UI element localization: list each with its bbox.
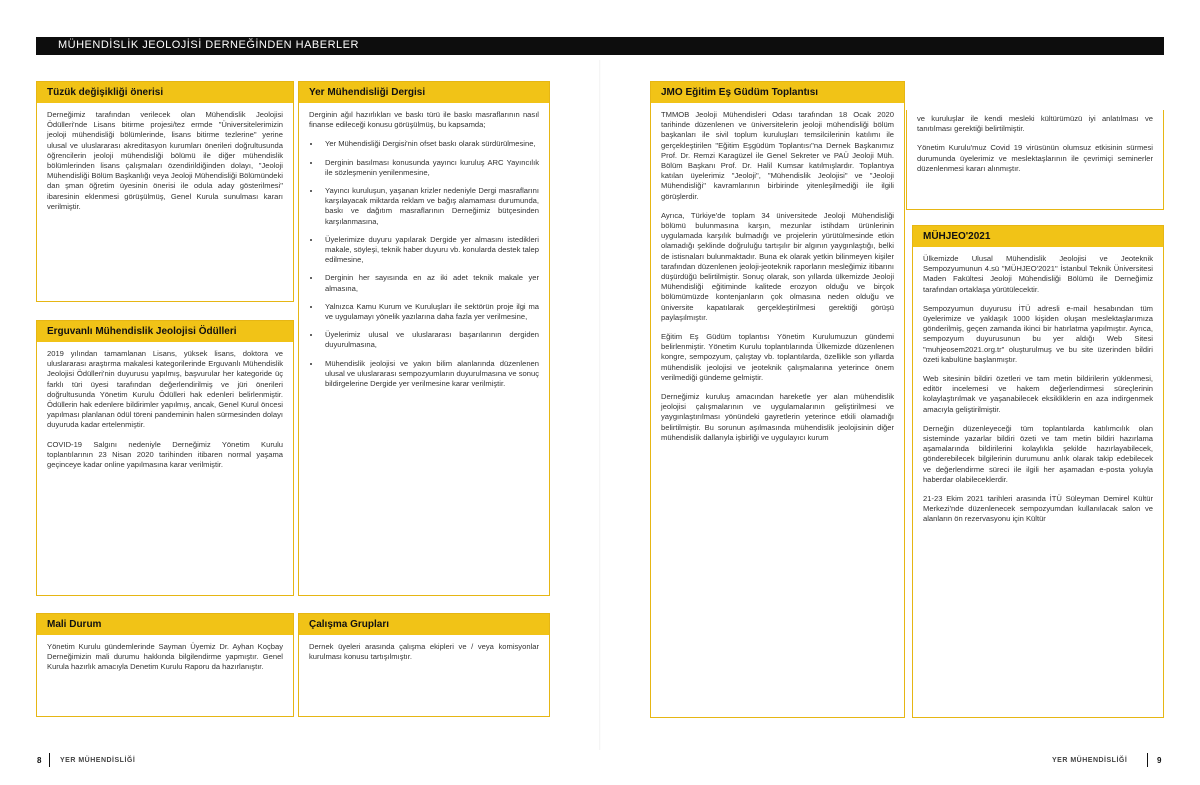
section-header-title: MÜHENDİSLİK JEOLOJİSİ DERNEĞİNDEN HABERLER (58, 39, 359, 51)
box-erguvanli-paragraph: COVID-19 Salgını nedeniyle Derneğimiz Yönetim Kurulu toplantılarının 23 Nisan 2020 tarihinden itibaren normal yaşama geçinceye kadar online yapılmasına karar verilmiştir. (47, 439, 283, 470)
box-mali-paragraph: Yönetim Kurulu gündemlerinde Sayman Üyemiz Dr. Ayhan Koçbay Derneğimizin mali durumu hakkında bilgilendirme yapmıştır. Genel Kurula hazırlık amacıyla Denetim Kurulu Raporu da hazırlanıştır. (47, 642, 283, 672)
right-footer-title: YER MÜHENDİSLİĞİ (1052, 757, 1128, 764)
box-jmo-paragraph: TMMOB Jeoloji Mühendisleri Odası tarafından 18 Ocak 2020 tarihinde düzenlenen ve üniversitelerin jeoloji mühendisliği bölüm başkanları ile sivil toplum kuruluşları temsilcilerinin katılımı ile gerçekleştirilen "Eğitim Eşgüdüm Toplantısı"na Dernek Başkanımız Prof. Dr. Remzi Karagüzel ile Genel Sekreter ve PAÜ Jeoloji Müh. Bölüm Başkanı Prof. Dr. Halil Kumsar katılmışlardır. Toplantıya katılan üyelerimiz "Jeoloji", "Mühendislik Jeolojisi" ve "Jeoloji Mühendisliği" kavramlarının birbirinde yitenleşilmediği ile ilgili görüşlerdir. (661, 110, 894, 201)
list-item: • Yer Mühendisliği Dergisi'nin ofset baskı olarak sürdürülmesine, (321, 139, 539, 149)
box-jmo (650, 81, 905, 718)
box-dergi (298, 81, 550, 596)
box-dergi-list (309, 139, 539, 389)
list-item: • Derginin basılması konusunda yayıncı kuruluş ARC Yayıncılık ile sözleşmenin yenilenmesine, (321, 158, 539, 178)
box-dergi-title: Yer Mühendisliği Dergisi (299, 82, 549, 103)
box-jmo-paragraph: Eğitim Eş Güdüm toplantısı Yönetim Kurulumuzun gündemi belirlenmiştir. Yönetim Kurulu toplantılarında Ülkemizde düzenlenen kongre, sempozyum, çalıştay vb. toplantılarda, özellikle son yıllarda mühendislik jeolojisi ve jeoteknik çalışmalarına yeterince önem verilmediği gündeme gelmiştir. (661, 332, 894, 382)
box-muhjeo-title: MÜHJEO'2021 (913, 226, 1163, 247)
list-item: • Derginin her sayısında en az iki adet teknik makale yer almasına, (321, 273, 539, 293)
left-footer-title: YER MÜHENDİSLİĞİ (60, 757, 136, 764)
footer-separator (1147, 753, 1148, 767)
box-calisma (298, 613, 550, 717)
box-dergi-intro: Derginin ağıl hazırlıkları ve baskı türü ile baskı masraflarının nasıl finanse edileceği konusu görüşülmüş, bu kapsamda; (309, 110, 539, 130)
box-tuzuk-title: Tüzük değişikliği önerisi (37, 82, 293, 103)
box-jmo-continued-paragraph: Yönetim Kurulu'muz Covid 19 virüsünün olumsuz etkisinin sürmesi durumunda üyelerimiz ve meslektaşlarının ile çevrimiçi seminerler düzenlenmesi kararı alınmıştır. (917, 143, 1153, 173)
box-mali (36, 613, 294, 717)
box-jmo-continued-paragraph: ve kuruluşlar ile kendi mesleki kültürümüzü iyi anlatılması ve tanıtılması gerektiği belirtilmiştir. (917, 114, 1153, 134)
list-item: • Mühendislik jeolojisi ve yakın bilim alanlarında düzenlenen ulusal ve uluslararası sempozyumların duyurulmasına ve sonuç bildirgelerine Dergide yer verilmesine karar verilmiştir. (321, 359, 539, 390)
box-tuzuk-paragraph: Derneğimiz tarafından verilecek olan Mühendislik Jeolojisi Ödülleri'nde Lisans bitirme projesi/tez ermde "Üniversitelerimizin jeoloji mühendisliği bölümlerinde, lisans bitirme tezlerine" yerine ulusal ve uluslararası akreditasyon kurumları önerileri doğrultusunda öğrencilerin jeoloji mühendisliği bölümü ile diğer mühendislik bölümlerinden lisans çalışmaları özendirildiğinden dolayı, "Jeoloji Mühendisliği Bölüm Başkanlığı veya Jeoloji Mühendisliği Bölümündeki dan şman öğretim üyesinin önerisi ile odula aday gösterilmesi" ibaresinin eklenmesi görüşülmüş, Genel Kurula sunulması kararı verilmiştir. (47, 110, 283, 211)
list-item: • Üyelerimize duyuru yapılarak Dergide yer almasını istedikleri makale, söyleşi, teknik haber duyuru vb. konularda destek talep edilmesine, (321, 235, 539, 266)
box-muhjeo-paragraph: Ülkemizde Ulusal Mühendislik Jeolojisi ve Jeoteknik Sempozyumunun 4.sü "MÜHJEO'2021" İstanbul Teknik Üniversitesi Maden Fakültesi Jeoloji Mühendisliği Bölümü ile Derneğimiz tarafından ortaklaşa yürütülecektir. (923, 254, 1153, 294)
box-muhjeo-paragraph: Web sitesinin bildiri özetleri ve tam metin bildirilerin yüklenmesi, editör incelemesi ve hakem değerlendirmesi süreçlerinin kolaylaştırılmak ve yaşanabilecek eksikliklerin en aza indirgenmek amacıyla geliştirilmiştir. (923, 374, 1153, 414)
section-header-bar (36, 37, 1164, 55)
left-page-number: 8 (37, 756, 42, 765)
right-page-number: 9 (1157, 756, 1162, 765)
list-item: • Yayıncı kuruluşun, yaşanan krizler nedeniyle Dergi masraflarını karşılayacak miktarda reklam ve bağış alamaması durumunda, baskı ve dağıtım masraflarının Derneğimiz bütçesinden karşılanmasına, (321, 186, 539, 227)
box-erguvanli (36, 320, 294, 596)
list-item: • Yalnızca Kamu Kurum ve Kuruluşları ile sektörün proje ilgi ma ve uygulamayı yönelik yazılarına daha fazla yer verilmesine, (321, 302, 539, 322)
box-erguvanli-title: Erguvanlı Mühendislik Jeolojisi Ödülleri (37, 321, 293, 342)
list-item: • Üyelerimiz ulusal ve uluslararası başarılarının dergiden duyurulmasına, (321, 330, 539, 350)
box-mali-title: Mali Durum (37, 614, 293, 635)
box-muhjeo-paragraph: Sempozyumun duyurusu İTÜ adresli e-mail hesabından tüm üyelerimize ve yaklaşık 1000 kişiden oluşan meslektaşlarımıza gönderilmiş, geçen zamanda ikinci bir hatırlatma yapılmıştır. Ayrıca, sempozyum duyurusunun bu yer aldığı Web Sitesi "muhjeosem2021.org.tr" oluşturulmuş ve bu site üzerinden bildiri özeti kabulüne başlanmıştır. (923, 303, 1153, 364)
box-jmo-title: JMO Eğitim Eş Güdüm Toplantısı (651, 82, 904, 103)
box-jmo-paragraph: Ayrıca, Türkiye'de toplam 34 üniversitede Jeoloji Mühendisliği bölümü bulunmasına karşın, mezunlar istihdam ürünlerinin uygulamada karşılık bulmadığı ve projelerin yürütülmesinde etkin olamadığı şeklinde doğruluğu tartışılır bir algının yaygınlaştığı, belki de istisnaları bulunmaktadır. Buna ek olarak yetkin bilinmeyen kişiler tarafından düzenlenen jeoloji-jeoteknik raporların mesleğimiz itibarını düşürdüğü belirtilmiştir. Sonuç olarak, son yıllarda ülkemizde Jeoloji Mühendisliği eğitiminde kalitede erozyon olduğu ve birçok bölümümüzde kontenjanların çok olmasına neden olduğu ve üniversite kapatılarak gerçekleştirilmesi gerektiği görüşü paylaşılmıştır. (661, 210, 894, 322)
page-gutter (599, 60, 601, 750)
box-muhjeo (912, 225, 1164, 718)
box-calisma-paragraph: Dernek üyeleri arasında çalışma ekipleri ve / veya komisyonlar kurulması konusu tartışılmıştır. (309, 642, 539, 662)
box-calisma-title: Çalışma Grupları (299, 614, 549, 635)
box-erguvanli-paragraph: 2019 yılından tamamlanan Lisans, yüksek lisans, doktora ve uluslararası araştırma makalesi kategorilerinde Erguvanlı Mühendislik Jeolojisi Ödülleri'nin duyurusu yapılmış, başvurular her kategoride üç farklı türi üyesi tarafından değerlendirilmiş ve jüri önerileri doğrultusunda Yönetim Kurulu Ödülleri hak edenleri belirlenmiştir. Ödüllerin hak edenlere bildirimler yapılmış, ancak, Genel Kurul öncesi yapılması planlanan ödül töreni pandeminin halen sürmesinden dolayı duyuruda kadar ertelenmiştir. (47, 349, 283, 430)
box-muhjeo-paragraph: 21-23 Ekim 2021 tarihleri arasında İTÜ Süleyman Demirel Kültür Merkezi'nde düzenlenecek sempozyumdan kullanılacak salon ve alanların ön rezervasyonu için Kültür (923, 494, 1153, 524)
box-muhjeo-paragraph: Derneğin düzenleyeceği tüm toplantılarda katılımcılık olan sisteminde yazarlar bildiri özeti ve tam metin bildiri hazırlama aşamalarında bildirilerini kolaylıkla şekilde hazırlayabilecek, gönderebilecek bilgilerinin durumunu anlık olarak takip edebilecek ve değerlendirme süreci ile ilgili her aşamadan e-posta yoluyla haberdar olabileceklerdir. (923, 423, 1153, 484)
footer-separator (49, 753, 50, 767)
box-jmo-continued (906, 110, 1164, 210)
box-jmo-paragraph: Derneğimiz kuruluş amacından hareketle yer alan mühendislik jeolojisi çalışmalarının ve uygulamalarının geliştirilmesi ve yaygınlaştırılması yönündeki gayretlerin yeterince etkili olamadığı belirtilmiştir. Bu sorunun aşılmasında mühendislik jeolojisinin diğer mühendislik dallarıyla işbirliği ve uygulayıcı kurum (661, 392, 894, 442)
box-tuzuk (36, 81, 294, 302)
